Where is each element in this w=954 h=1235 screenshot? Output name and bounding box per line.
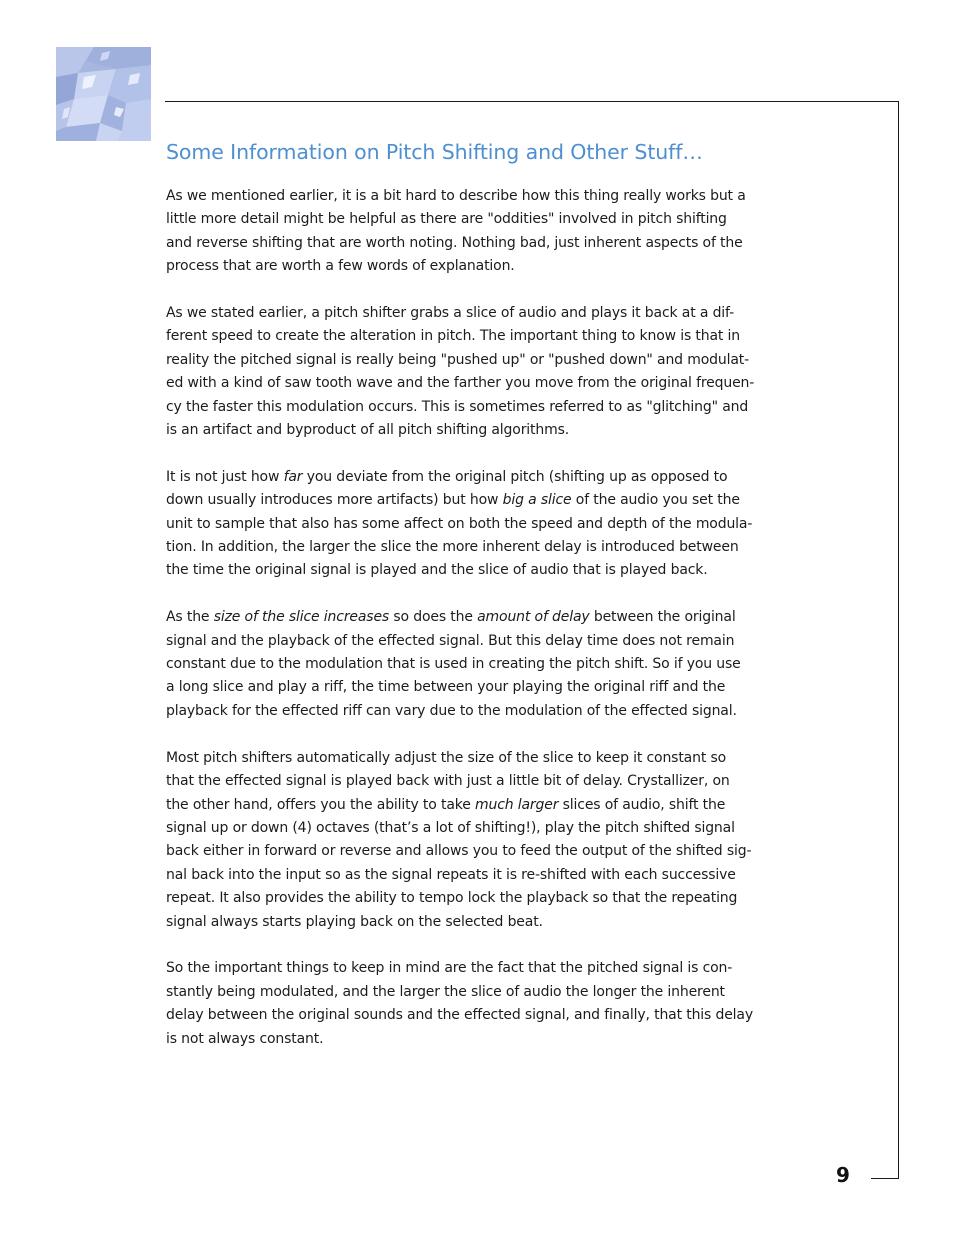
text-line (166, 1004, 806, 1027)
text-line (166, 1028, 806, 1051)
text-run: that the effected signal is played back with just a little bit of delay. Crystallizer, on (166, 773, 730, 790)
text-run: Most pitch shifters automatically adjust the size of the slice to keep it constant so (166, 749, 727, 766)
text-line (166, 630, 806, 653)
text-run: the time the original signal is played and the slice of audio that is played back. (166, 562, 708, 579)
text-run: is not always constant. (166, 1030, 324, 1047)
text-run: stantly being modulated, and the larger the slice of audio the longer the inherent (166, 983, 725, 1000)
text-run: of the audio you set the (571, 492, 740, 509)
text-line (166, 208, 806, 231)
text-run: playback for the effected riff can vary due to the modulation of the effected signal. (166, 702, 737, 719)
body-text (166, 185, 806, 1074)
text-line (166, 887, 806, 910)
text-line (166, 911, 806, 934)
text-line (166, 864, 806, 887)
text-line (166, 466, 806, 489)
text-line (166, 840, 806, 863)
text-run: constant due to the modulation that is used in creating the pitch shift. So if you use (166, 656, 741, 673)
text-run: cy the faster this modulation occurs. This is sometimes referred to as "glitching" and (166, 398, 749, 415)
text-run: It is not just how (166, 468, 284, 485)
text-run: you deviate from the original pitch (shifting up as opposed to (302, 468, 728, 485)
emphasized-text: size of the slice increases (213, 609, 390, 626)
text-run: the other hand, offers you the ability to take (166, 796, 475, 813)
emphasized-text: amount of delay (477, 609, 590, 626)
text-line (166, 794, 806, 817)
text-run: nal back into the input so as the signal repeats it is re-shifted with each successive (166, 866, 736, 883)
text-line (166, 419, 806, 442)
text-run: signal up or down (4) octaves (that’s a lot of shifting!), play the pitch shifted signal (166, 819, 735, 836)
emphasized-text: much larger (474, 796, 559, 813)
text-run: ferent speed to create the alteration in pitch. The important thing to know is that in (166, 328, 740, 345)
text-run: a long slice and play a riff, the time between your playing the original riff and the (166, 679, 726, 696)
text-line (166, 676, 806, 699)
text-run: So the important things to keep in mind are the fact that the pitched signal is con- (166, 960, 733, 977)
paragraph (166, 466, 806, 583)
text-run: As we stated earlier, a pitch shifter grabs a slice of audio and plays it back at a dif- (166, 305, 734, 322)
text-run: signal always starts playing back on the selected beat. (166, 913, 543, 930)
paragraph (166, 957, 806, 1051)
text-line (166, 536, 806, 559)
text-run: As we mentioned earlier, it is a bit hard to describe how this thing really works but a (166, 188, 746, 204)
text-run: and reverse shifting that are worth noting. Nothing bad, just inherent aspects of the (166, 234, 743, 251)
text-run: between the original (589, 609, 736, 626)
text-run: tion. In addition, the larger the slice the more inherent delay is introduced between (166, 539, 739, 556)
text-run: As the (166, 609, 214, 626)
text-run: little more detail might be helpful as there are "oddities" involved in pitch shifting (166, 211, 727, 228)
paragraph (166, 606, 806, 723)
text-line (166, 770, 806, 793)
text-line (166, 559, 806, 582)
text-line (166, 372, 806, 395)
text-line (166, 489, 806, 512)
top-rule (165, 101, 899, 102)
text-run: down usually introduces more artifacts) but how (166, 492, 503, 509)
text-run: reality the pitched signal is really being "pushed up" or "pushed down" and modulat- (166, 351, 749, 368)
emphasized-text: far (283, 468, 303, 485)
text-run: repeat. It also provides the ability to tempo lock the playback so that the repeating (166, 890, 738, 907)
paragraph (166, 747, 806, 934)
text-line (166, 349, 806, 372)
page-number: 9 (836, 1163, 850, 1187)
text-run: so does the (389, 609, 478, 626)
text-line (166, 232, 806, 255)
decorative-crystal-graphic (56, 47, 151, 141)
bottom-rule (871, 1178, 899, 1179)
right-rule (898, 101, 899, 1179)
text-line (166, 302, 806, 325)
text-line (166, 957, 806, 980)
text-line (166, 700, 806, 723)
text-run: process that are worth a few words of explanation. (166, 258, 515, 275)
text-run: ed with a kind of saw tooth wave and the farther you move from the original frequen- (166, 375, 755, 392)
text-line (166, 255, 806, 278)
text-line (166, 185, 806, 208)
paragraph (166, 185, 806, 279)
text-line (166, 981, 806, 1004)
text-line (166, 513, 806, 536)
text-line (166, 396, 806, 419)
text-line (166, 817, 806, 840)
text-line (166, 747, 806, 770)
text-run: slices of audio, shift the (558, 796, 726, 813)
text-line (166, 606, 806, 629)
text-line (166, 653, 806, 676)
text-run: unit to sample that also has some affect on both the speed and depth of the modula- (166, 515, 753, 532)
paragraph (166, 302, 806, 442)
text-line (166, 325, 806, 348)
text-run: back either in forward or reverse and allows you to feed the output of the shifted sig- (166, 843, 752, 860)
emphasized-text: big a slice (502, 492, 572, 509)
page-title: Some Information on Pitch Shifting and Other Stuff… (166, 140, 703, 164)
text-run: signal and the playback of the effected signal. But this delay time does not remain (166, 632, 735, 649)
text-run: is an artifact and byproduct of all pitch shifting algorithms. (166, 422, 570, 439)
text-run: delay between the original sounds and the effected signal, and finally, that this delay (166, 1007, 753, 1024)
